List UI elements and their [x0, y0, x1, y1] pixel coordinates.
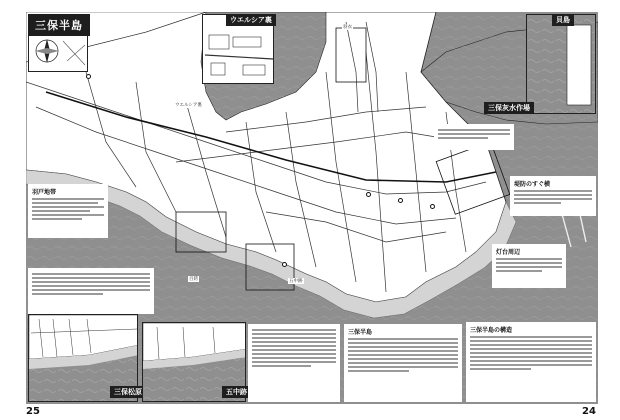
map-pin — [366, 192, 371, 197]
text-line — [470, 352, 592, 354]
text-line — [470, 368, 531, 370]
map-pin — [282, 262, 287, 267]
compass-icon — [29, 31, 89, 73]
text-line — [252, 329, 336, 331]
text-line — [470, 336, 592, 338]
text-line — [252, 353, 336, 355]
map-title: 三保半島 — [28, 14, 90, 36]
map-pin — [398, 198, 403, 203]
text-line — [252, 349, 336, 351]
section-header: 堤防のすぐ横 — [514, 181, 551, 188]
text-line — [252, 365, 311, 367]
text-line — [348, 366, 458, 368]
text-line — [470, 364, 592, 366]
map-pin — [86, 74, 91, 79]
text-line — [252, 357, 336, 359]
text-line — [470, 348, 592, 350]
text-line — [32, 218, 82, 220]
text-line — [514, 202, 561, 204]
section-header: 灯台周辺 — [496, 249, 521, 256]
text-line — [32, 202, 98, 204]
text-line — [470, 340, 592, 342]
map-pin — [430, 204, 435, 209]
inset-gochuuato-title: 五中跡 — [222, 386, 251, 398]
text-line — [496, 270, 542, 272]
text-line — [252, 361, 336, 363]
text-line — [348, 338, 458, 340]
article-left-long — [28, 268, 154, 314]
text-line — [32, 198, 104, 200]
page-number-left: 25 — [26, 406, 40, 417]
article-upper-right — [434, 124, 514, 150]
section-header: 三保半島 — [348, 329, 373, 336]
text-line — [252, 333, 336, 335]
article-bottom-right — [466, 322, 596, 402]
text-line — [438, 133, 510, 135]
inset-matsubara-title: 三保松原 — [110, 386, 146, 398]
text-line — [32, 293, 103, 295]
text-line — [514, 190, 592, 192]
text-line — [348, 358, 458, 360]
section-header: 三保半島の構造 — [470, 327, 513, 334]
label-hyakusai: 百錺 — [189, 277, 198, 282]
text-line — [496, 258, 562, 260]
text-line — [348, 342, 458, 344]
text-line — [496, 266, 562, 268]
text-line — [496, 262, 562, 264]
text-line — [32, 214, 104, 216]
article-upper-left — [28, 184, 108, 238]
text-line — [438, 137, 488, 139]
text-line — [252, 345, 336, 347]
text-line — [438, 129, 510, 131]
text-line — [252, 337, 336, 339]
text-line — [32, 277, 150, 279]
pier-title: 三保灰水作場 — [484, 102, 534, 114]
text-line — [348, 350, 458, 352]
page-number-right: 24 — [582, 406, 596, 417]
text-line — [470, 360, 592, 362]
label-gochuuato: 五中跡 — [289, 279, 303, 284]
sanbo-peninsula-map — [26, 12, 598, 404]
text-line — [32, 273, 150, 275]
text-line — [514, 198, 592, 200]
label-hagoromo: 羽衣 — [343, 25, 352, 30]
label-uerushia-main: ウエルシア裏 — [175, 103, 202, 108]
text-line — [32, 281, 150, 283]
text-line — [470, 356, 592, 358]
text-line — [32, 289, 150, 291]
inset-overview — [28, 30, 88, 72]
article-bottom-right-center — [344, 324, 462, 402]
inset-sea-title: 貝島 — [552, 14, 574, 26]
inset-sea — [526, 14, 596, 114]
inset-uerushia-title: ウエルシア裏 — [226, 14, 276, 26]
text-line — [348, 370, 409, 372]
article-bottom-center — [248, 324, 340, 402]
text-line — [32, 210, 90, 212]
text-line — [348, 354, 458, 356]
article-lower-right — [492, 244, 566, 288]
article-mid-right — [510, 176, 596, 216]
text-line — [32, 206, 104, 208]
text-line — [514, 194, 592, 196]
text-line — [252, 341, 336, 343]
text-line — [348, 362, 458, 364]
text-line — [32, 285, 150, 287]
section-header: 羽戸地帯 — [32, 189, 57, 196]
text-line — [470, 344, 592, 346]
text-line — [348, 346, 458, 348]
